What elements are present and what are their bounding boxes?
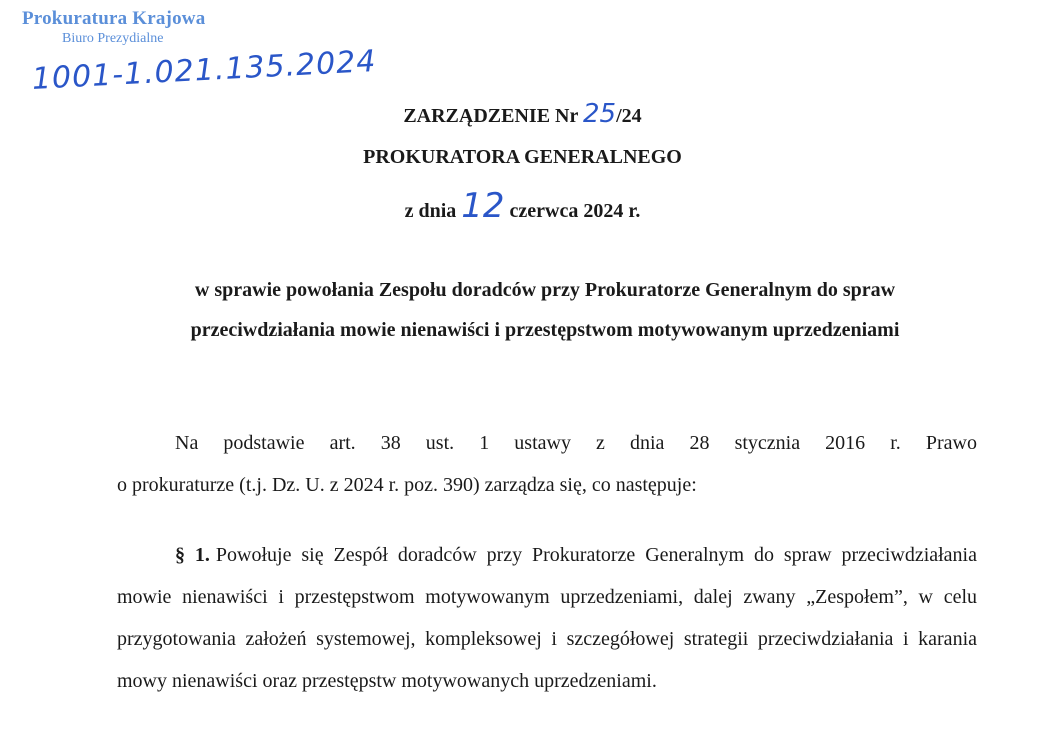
- stamp-department: Biuro Prezydialne: [62, 31, 164, 46]
- office-stamp: [22, 8, 205, 47]
- section-1-marker: § 1.: [175, 544, 210, 566]
- legal-basis-line-2: o prokuraturze (t.j. Dz. U. z 2024 r. poz. 390) zarządza się, co następuje:: [117, 474, 697, 496]
- stamp-office-name: Prokuratura Krajowa: [22, 8, 206, 29]
- order-suffix: /24: [616, 105, 642, 127]
- handwritten-day: 12: [461, 186, 505, 226]
- legal-basis-line-1: Na podstawie art. 38 ust. 1 ustawy z dnia 28 stycznia 2016 r. Prawo: [175, 432, 977, 454]
- order-subject: w sprawie powołania Zespołu doradców przy Prokuratorze Generalnym do spraw przeciwdziałania mowie nienawiści i przestępstwom motywowanym uprzedzeniami: [190, 279, 900, 341]
- order-prefix: ZARZĄDZENIE Nr: [403, 105, 578, 127]
- section-1-paragraph: [117, 534, 977, 702]
- issuer-title: PROKURATORA GENERALNEGO: [363, 146, 682, 168]
- legal-basis-paragraph: [117, 422, 977, 506]
- handwritten-reference-number: 1001-1.021.135.2024: [31, 43, 378, 97]
- order-date: [0, 186, 1045, 226]
- handwritten-order-number: 25: [583, 99, 617, 129]
- section-1-body: [117, 534, 977, 702]
- date-suffix: czerwca 2024 r.: [509, 200, 641, 222]
- order-title: [0, 99, 1045, 129]
- section-1-text: Powołuje się Zespół doradców przy Prokuratorze Generalnym do spraw przeciwdziałania mowie nienawiści i przestępstwom motywowanym uprzedzeniami, dalej zwany „Zespołem”, w celu przygotowania założeń systemowej, kompleksowej i szczegółowej strategii przeciwdziałania i karania mowy nienawiści oraz przestępstw motywowanych uprzedzeniami.: [117, 544, 977, 692]
- date-prefix: z dnia: [404, 200, 457, 222]
